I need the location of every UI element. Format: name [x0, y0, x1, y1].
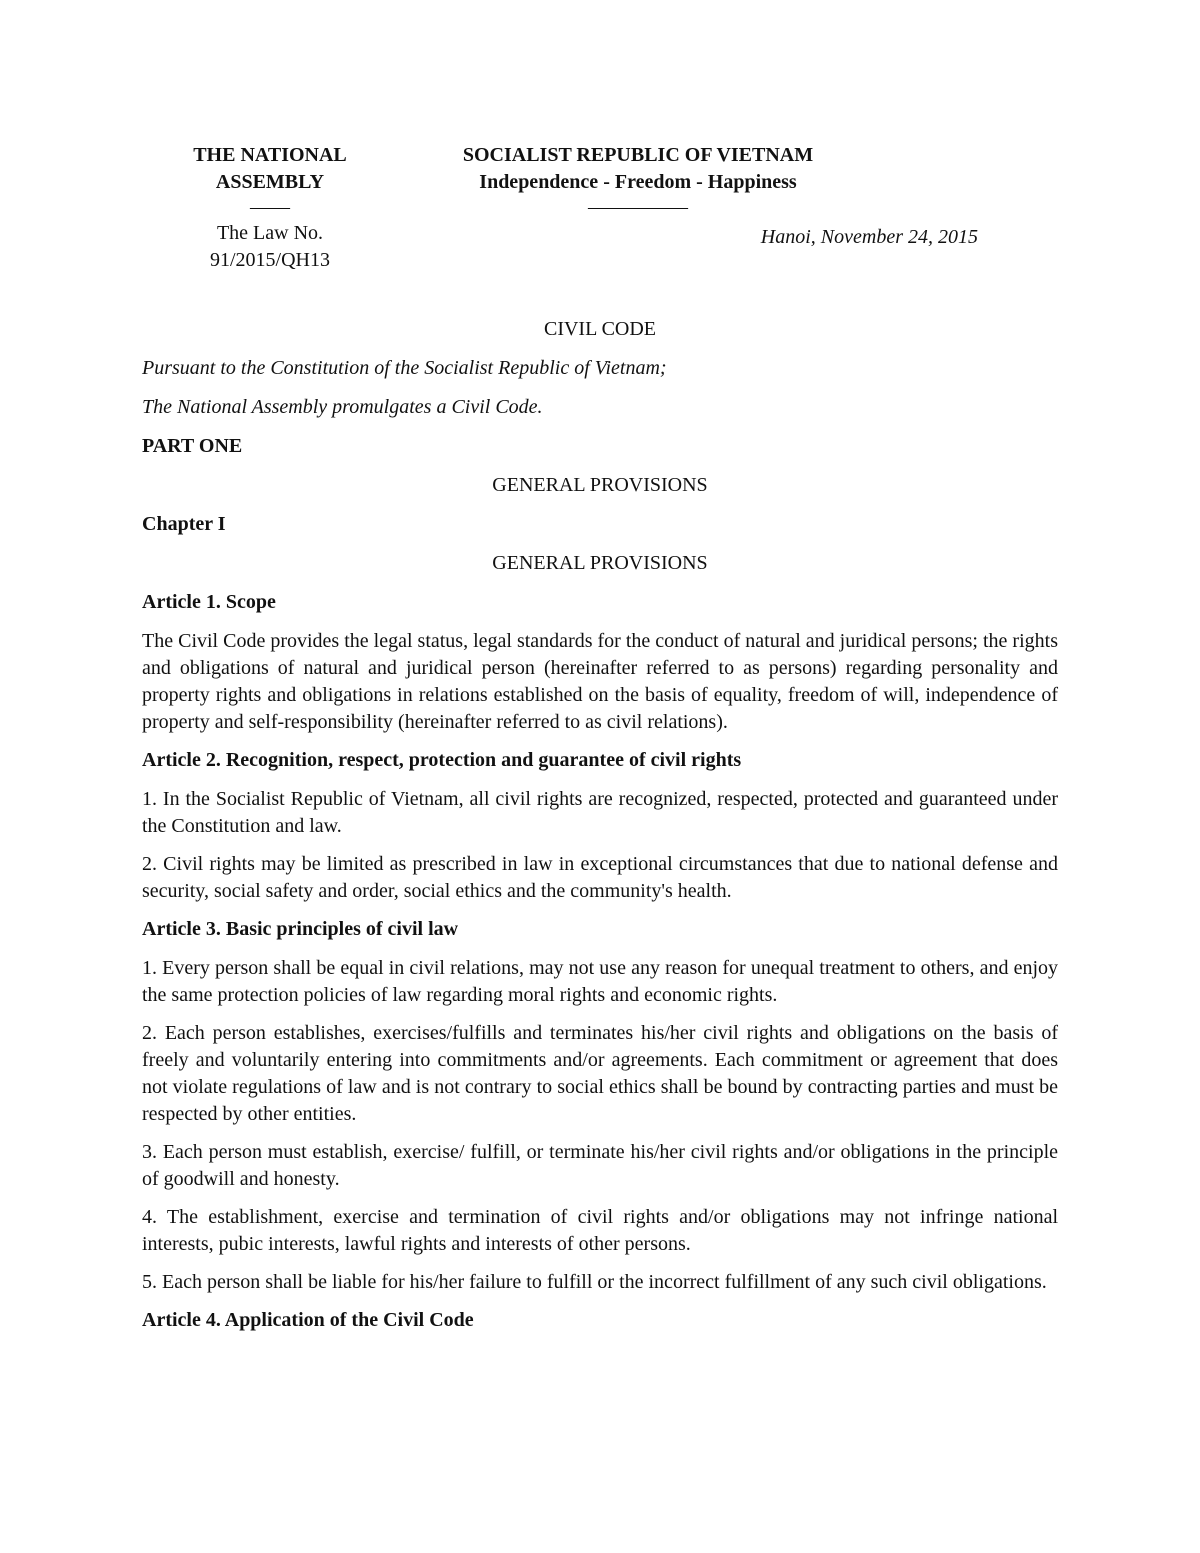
- authority-rule: ––––: [250, 196, 290, 218]
- document-title: CIVIL CODE: [543, 318, 657, 340]
- part-title: GENERAL PROVISIONS: [492, 474, 708, 496]
- issuing-authority-block: [142, 142, 398, 274]
- law-number-line1: The Law No.: [216, 222, 324, 244]
- document-page: [142, 0, 1058, 1553]
- article-heading: Article 4. Application of the Civil Code: [142, 1309, 474, 1331]
- article-paragraph: 3. Each person must establish, exercise/ fulfill, or terminate his/her civil rights and/or obligations in the principle of goodwill and honesty.: [142, 1141, 1058, 1190]
- article-paragraph: 1. In the Socialist Republic of Vietnam, all civil rights are recognized, respected, protected and guaranteed under the Constitution and law.: [142, 788, 1058, 837]
- state-name: SOCIALIST REPUBLIC OF VIETNAM: [462, 144, 814, 166]
- state-motto-block: [398, 142, 1058, 248]
- article-paragraph: The Civil Code provides the legal status, legal standards for the conduct of natural and juridical persons; the rights and obligations of natural and juridical person (hereinafter referred to as persons) regarding personality and property rights and obligations in relations established on the basis of equality, freedom of will, independence of property and self-responsibility (hereinafter referred to as civil relations).: [142, 630, 1058, 733]
- authority-name-line2: ASSEMBLY: [215, 171, 325, 193]
- document-header: [142, 142, 1058, 282]
- issue-date: Hanoi, November 24, 2015: [760, 226, 978, 248]
- article-heading: Article 2. Recognition, respect, protection and guarantee of civil rights: [142, 749, 742, 771]
- motto-rule: ––––––––––: [588, 196, 688, 218]
- article-paragraph: 2. Each person establishes, exercises/fulfills and terminates his/her civil rights and obligations on the basis of freely and voluntarily entering into commitments and/or agreements. Each commitment or agreement that does not violate regulations of law and is not contrary to social ethics shall be bound by contracting parties and must be respected by other entities.: [142, 1022, 1058, 1125]
- part-heading: PART ONE: [142, 435, 243, 457]
- article-paragraph: 1. Every person shall be equal in civil relations, may not use any reason for unequal treatment to others, and enjoy the same protection policies of law regarding moral rights and economic rights.: [142, 957, 1058, 1006]
- preamble-line: Pursuant to the Constitution of the Socialist Republic of Vietnam;: [142, 357, 667, 379]
- document-body: [142, 316, 1058, 1346]
- chapter-title: GENERAL PROVISIONS: [492, 552, 708, 574]
- article-heading: Article 1. Scope: [142, 591, 276, 613]
- article-paragraph: 2. Civil rights may be limited as prescribed in law in exceptional circumstances that due to national defense and security, social safety and order, social ethics and the community's health.: [142, 853, 1058, 902]
- authority-name-line1: THE NATIONAL: [193, 144, 347, 166]
- chapter-heading: Chapter I: [142, 513, 226, 535]
- article-heading: Article 3. Basic principles of civil law: [142, 918, 459, 940]
- law-number-line2: 91/2015/QH13: [210, 249, 330, 271]
- article-paragraph: 5. Each person shall be liable for his/her failure to fulfill or the incorrect fulfillment of any such civil obligations.: [142, 1271, 1047, 1293]
- preamble-line: The National Assembly promulgates a Civil Code.: [142, 396, 543, 418]
- state-motto: Independence - Freedom - Happiness: [479, 171, 797, 193]
- article-paragraph: 4. The establishment, exercise and termination of civil rights and/or obligations may not infringe national interests, pubic interests, lawful rights and interests of other persons.: [142, 1206, 1058, 1255]
